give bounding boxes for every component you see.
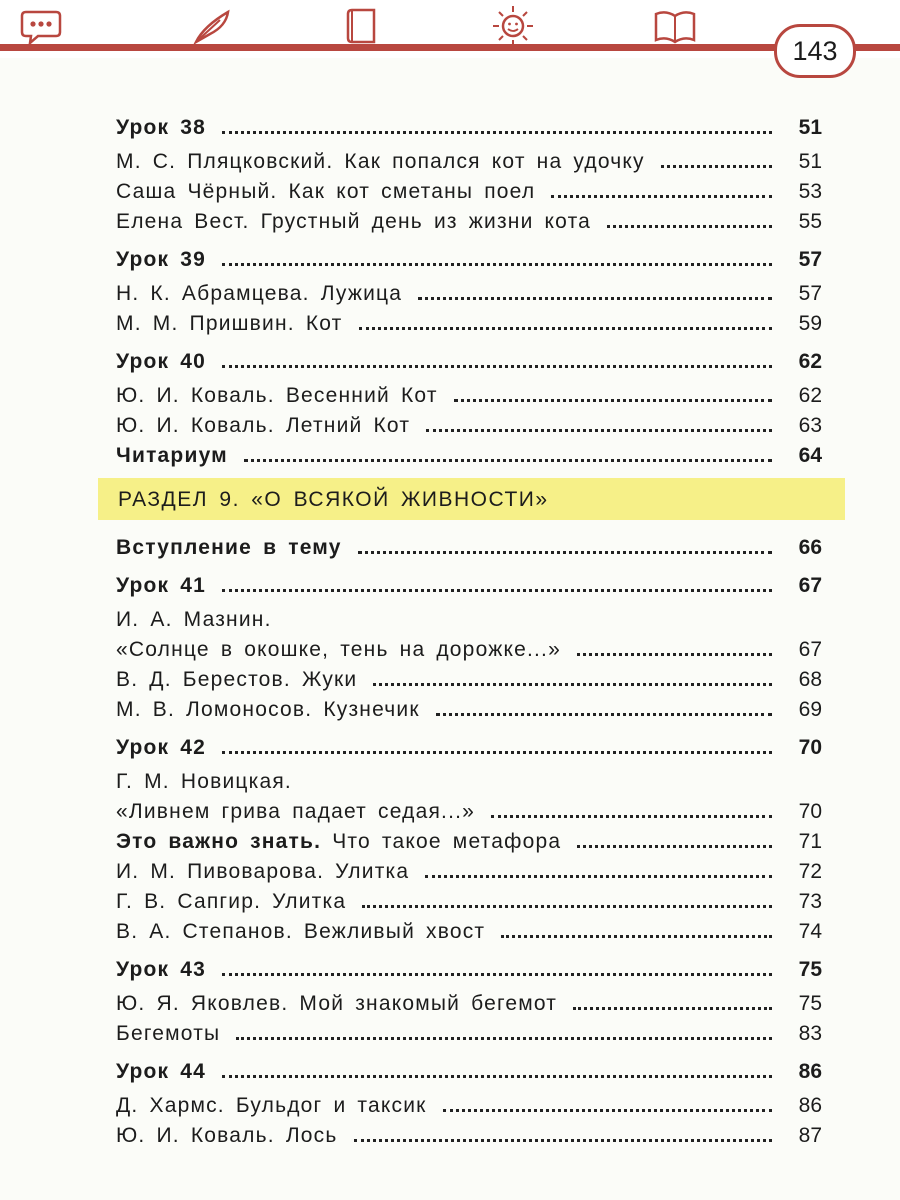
toc-page-number: 86 — [798, 1060, 822, 1083]
toc-page-number: 71 — [798, 830, 822, 853]
toc-leader-dots — [358, 551, 772, 554]
toc-page-number: 59 — [798, 312, 822, 335]
toc-page-number: 73 — [798, 890, 822, 913]
toc-leader-dots — [354, 1139, 772, 1142]
toc-page-number: 72 — [798, 860, 822, 883]
toc-lesson-row — [116, 948, 822, 982]
toc-entry-row — [116, 914, 822, 944]
toc-entry-title: И. М. Пивоварова. Улитка — [116, 860, 410, 883]
toc-entry-row — [116, 884, 822, 914]
toc-page-number: 75 — [798, 958, 822, 981]
speech-bubble-icon — [18, 4, 64, 48]
toc-entry-title: Д. Хармс. Бульдог и таксик — [116, 1094, 427, 1117]
page-number: 143 — [774, 24, 856, 78]
toc-entry-title: Урок 42 — [116, 736, 207, 759]
toc-page-number: 70 — [798, 736, 822, 759]
toc-leader-dots — [436, 713, 772, 716]
toc-leader-dots — [425, 875, 772, 878]
toc-entry-row — [116, 378, 822, 408]
toc-page-number: 86 — [798, 1094, 822, 1117]
toc-leader-dots — [501, 935, 772, 938]
toc-entry-row — [116, 438, 822, 468]
toc-entry-title: М. В. Ломоносов. Кузнечик — [116, 698, 420, 721]
toc-lesson-row — [116, 1050, 822, 1084]
toc-entry-title: Урок 41 — [116, 574, 207, 597]
toc-entry-title: Ю. И. Коваль. Летний Кот — [116, 414, 411, 437]
toc-leader-dots — [222, 973, 772, 976]
toc-page-number: 64 — [798, 444, 822, 467]
toc-entry-row — [116, 1088, 822, 1118]
toc-leader-dots — [244, 459, 772, 462]
toc-page-number: 57 — [798, 282, 822, 305]
toc-entry-title: Ю. И. Коваль. Весенний Кот — [116, 384, 438, 407]
toc-page-number: 66 — [798, 536, 822, 559]
toc-entry-title: В. А. Степанов. Вежливый хвост — [116, 920, 486, 943]
toc-entry-title: М. С. Пляцковский. Как попался кот на удочку — [116, 150, 645, 173]
toc-leader-dots — [236, 1037, 772, 1040]
toc-page-number: 67 — [798, 574, 822, 597]
toc-entry-row — [116, 530, 822, 560]
toc-entry-row — [116, 204, 822, 234]
toc-entry-title: Читариум — [116, 444, 228, 467]
toc-entry-title: Елена Вест. Грустный день из жизни кота — [116, 210, 592, 233]
toc-leader-dots — [222, 1075, 772, 1078]
toc-lesson-row — [116, 340, 822, 374]
toc-entry-row — [116, 174, 822, 204]
toc-lesson-row — [116, 726, 822, 760]
toc-entry-row — [116, 144, 822, 174]
table-of-contents-bottom — [116, 530, 822, 1148]
toc-leader-dots — [551, 195, 772, 198]
toc-entry-title: Саша Чёрный. Как кот сметаны поел — [116, 180, 536, 203]
toc-entry-title: И. А. Мазнин. — [116, 608, 272, 631]
toc-leader-dots — [222, 131, 772, 134]
toc-entry-row — [116, 632, 822, 662]
toc-leader-dots — [222, 365, 772, 368]
toc-leader-dots — [607, 225, 772, 228]
feather-icon — [190, 4, 236, 48]
toc-entry-title — [116, 830, 561, 854]
toc-leader-dots — [577, 653, 772, 656]
toc-entry-title: Ю. Я. Яковлев. Мой знакомый бегемот — [116, 992, 558, 1015]
toc-entry-title: Г. М. Новицкая. — [116, 770, 292, 793]
toc-page-number: 83 — [798, 1022, 822, 1045]
toc-entry-row — [116, 692, 822, 722]
toc-entry-title: Бегемоты — [116, 1022, 221, 1045]
toc-page-number: 75 — [798, 992, 822, 1015]
toc-entry-row — [116, 1016, 822, 1046]
toc-leader-dots — [491, 815, 772, 818]
toc-lesson-row — [116, 564, 822, 598]
toc-entry-title: М. М. Пришвин. Кот — [116, 312, 343, 335]
toc-page-number: 62 — [798, 384, 822, 407]
header-stripe — [0, 44, 900, 51]
toc-entry-row — [116, 854, 822, 884]
toc-leader-dots — [222, 751, 772, 754]
table-of-contents-top — [116, 102, 822, 468]
toc-leader-dots — [426, 429, 772, 432]
toc-leader-dots — [362, 905, 772, 908]
toc-entry-title: Урок 43 — [116, 958, 207, 981]
toc-entry-title: Урок 38 — [116, 116, 207, 139]
toc-entry-row — [116, 276, 822, 306]
toc-entry-row — [116, 764, 822, 794]
book-icon — [340, 4, 386, 48]
toc-entry-row — [116, 306, 822, 336]
toc-leader-dots — [454, 399, 772, 402]
toc-entry-title: Вступление в тему — [116, 536, 342, 559]
sun-icon — [490, 4, 536, 48]
toc-page-number: 51 — [798, 150, 822, 173]
toc-lesson-row — [116, 106, 822, 140]
toc-entry-title: «Ливнем грива падает седая...» — [116, 800, 476, 823]
open-book-icon — [652, 4, 698, 48]
toc-entry-title: Урок 39 — [116, 248, 207, 271]
toc-entry-row — [116, 662, 822, 692]
toc-entry-row — [116, 794, 822, 824]
toc-entry-title: Урок 40 — [116, 350, 207, 373]
toc-page-number: 62 — [798, 350, 822, 373]
toc-page-number: 53 — [798, 180, 822, 203]
toc-entry-title: «Солнце в окошке, тень на дорожке...» — [116, 638, 561, 661]
toc-page-number: 57 — [798, 248, 822, 271]
toc-leader-dots — [661, 165, 772, 168]
toc-page-number: 51 — [798, 116, 822, 139]
toc-page-number: 87 — [798, 1124, 822, 1147]
toc-entry-rest: Что такое метафора — [332, 830, 562, 853]
toc-leader-dots — [573, 1007, 772, 1010]
toc-entry-row — [116, 824, 822, 854]
toc-page-number: 68 — [798, 668, 822, 691]
toc-entry-row — [116, 1118, 822, 1148]
toc-page-number: 55 — [798, 210, 822, 233]
toc-entry-title: В. Д. Берестов. Жуки — [116, 668, 358, 691]
toc-page-number: 74 — [798, 920, 822, 943]
toc-entry-row — [116, 408, 822, 438]
toc-leader-dots — [359, 327, 773, 330]
toc-leader-dots — [577, 845, 772, 848]
toc-leader-dots — [443, 1109, 772, 1112]
toc-entry-title: Ю. И. Коваль. Лось — [116, 1124, 338, 1147]
toc-leader-dots — [222, 263, 772, 266]
toc-entry-title: Г. В. Сапгир. Улитка — [116, 890, 347, 913]
toc-page-number: 67 — [798, 638, 822, 661]
toc-lesson-row — [116, 238, 822, 272]
toc-entry-title: Н. К. Абрамцева. Лужица — [116, 282, 403, 305]
toc-entry-title: Урок 44 — [116, 1060, 207, 1083]
toc-entry-row — [116, 986, 822, 1016]
toc-page-number: 69 — [798, 698, 822, 721]
toc-leader-dots — [373, 683, 772, 686]
toc-entry-row — [116, 602, 822, 632]
toc-leader-dots — [418, 297, 772, 300]
toc-leader-dots — [222, 589, 772, 592]
toc-entry-bold-prefix: Это важно знать. — [116, 830, 322, 853]
page-header — [0, 0, 900, 66]
toc-page-number: 63 — [798, 414, 822, 437]
section-heading: РАЗДЕЛ 9. «О ВСЯКОЙ ЖИВНОСТИ» — [98, 478, 845, 520]
toc-page-number: 70 — [798, 800, 822, 823]
